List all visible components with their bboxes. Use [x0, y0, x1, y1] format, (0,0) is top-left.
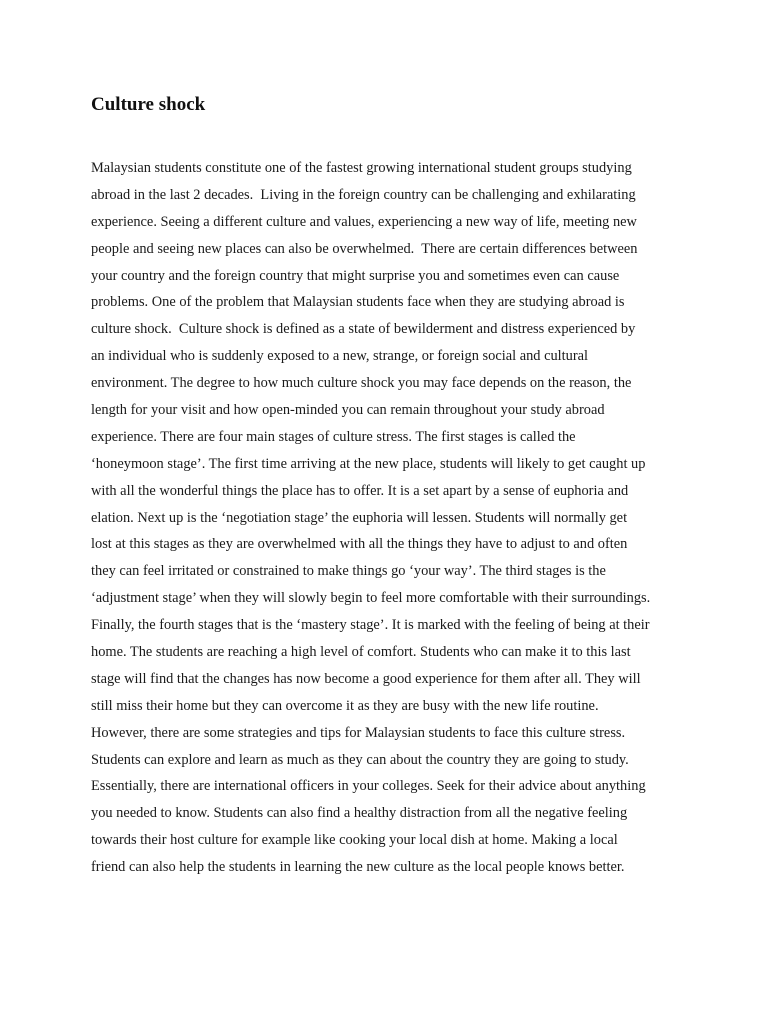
- paragraph-line: abroad in the last 2 decades. Living in the foreign country can be challenging and exhilarating: [91, 186, 636, 203]
- paragraph-line: still miss their home but they can overcome it as they are busy with the new life routine.: [91, 697, 599, 714]
- paragraph-line: an individual who is suddenly exposed to a new, strange, or foreign social and cultural: [91, 348, 589, 365]
- paragraph-line: Malaysian students constitute one of the fastest growing international student groups studying: [91, 160, 632, 176]
- paragraph-line: Students can explore and learn as much as they can about the country they are going to study.: [91, 751, 629, 768]
- paragraph-line: environment. The degree to how much culture shock you may face depends on the reason, the: [91, 375, 632, 392]
- document-title: Culture shock: [91, 94, 206, 115]
- paragraph-line: people and seeing new places can also be overwhelmed. There are certain differences between: [91, 240, 638, 257]
- paragraph-line: elation. Next up is the ‘negotiation stage’ the euphoria will lessen. Students will normally get: [91, 509, 628, 526]
- paragraph-line: Finally, the fourth stages that is the ‘mastery stage’. It is marked with the feeling of being at their: [91, 617, 650, 634]
- paragraph-line: However, there are some strategies and tips for Malaysian students to face this culture stress.: [91, 724, 626, 741]
- paragraph-line: they can feel irritated or constrained to make things go ‘your way’. The third stages is the: [91, 563, 606, 580]
- paragraph-line: ‘honeymoon stage’. The first time arriving at the new place, students will likely to get caught up: [91, 455, 646, 472]
- paragraph-line: towards their host culture for example like cooking your local dish at home. Making a local: [91, 832, 618, 849]
- paragraph-line: stage will find that the changes has now become a good experience for them after all. They will: [91, 670, 641, 687]
- paragraph-line: your country and the foreign country that might surprise you and sometimes even can cause: [91, 267, 620, 284]
- paragraph-line: with all the wonderful things the place has to offer. It is a set apart by a sense of euphoria and: [91, 482, 629, 499]
- paragraph-line: culture shock. Culture shock is defined as a state of bewilderment and distress experienced by: [91, 321, 636, 338]
- paragraph-line: length for your visit and how open-minded you can remain throughout your study abroad: [91, 402, 605, 419]
- body-paragraph: [91, 155, 691, 881]
- paragraph-line: lost at this stages as they are overwhelmed with all the things they have to adjust to and often: [91, 536, 628, 553]
- paragraph-line: experience. There are four main stages of culture stress. The first stages is called the: [91, 428, 576, 445]
- paragraph-line: home. The students are reaching a high level of comfort. Students who can make it to this last: [91, 644, 631, 661]
- paragraph-line: Essentially, there are international officers in your colleges. Seek for their advice about anything: [91, 778, 646, 795]
- paragraph-line: friend can also help the students in learning the new culture as the local people knows better.: [91, 859, 625, 876]
- paragraph-line: you needed to know. Students can also find a healthy distraction from all the negative feeling: [91, 805, 628, 822]
- paragraph-line: experience. Seeing a different culture and values, experiencing a new way of life, meeting new: [91, 213, 637, 230]
- paragraph-line: problems. One of the problem that Malaysian students face when they are studying abroad is: [91, 294, 625, 311]
- paragraph-line: ‘adjustment stage’ when they will slowly begin to feel more comfortable with their surroundings.: [91, 590, 651, 607]
